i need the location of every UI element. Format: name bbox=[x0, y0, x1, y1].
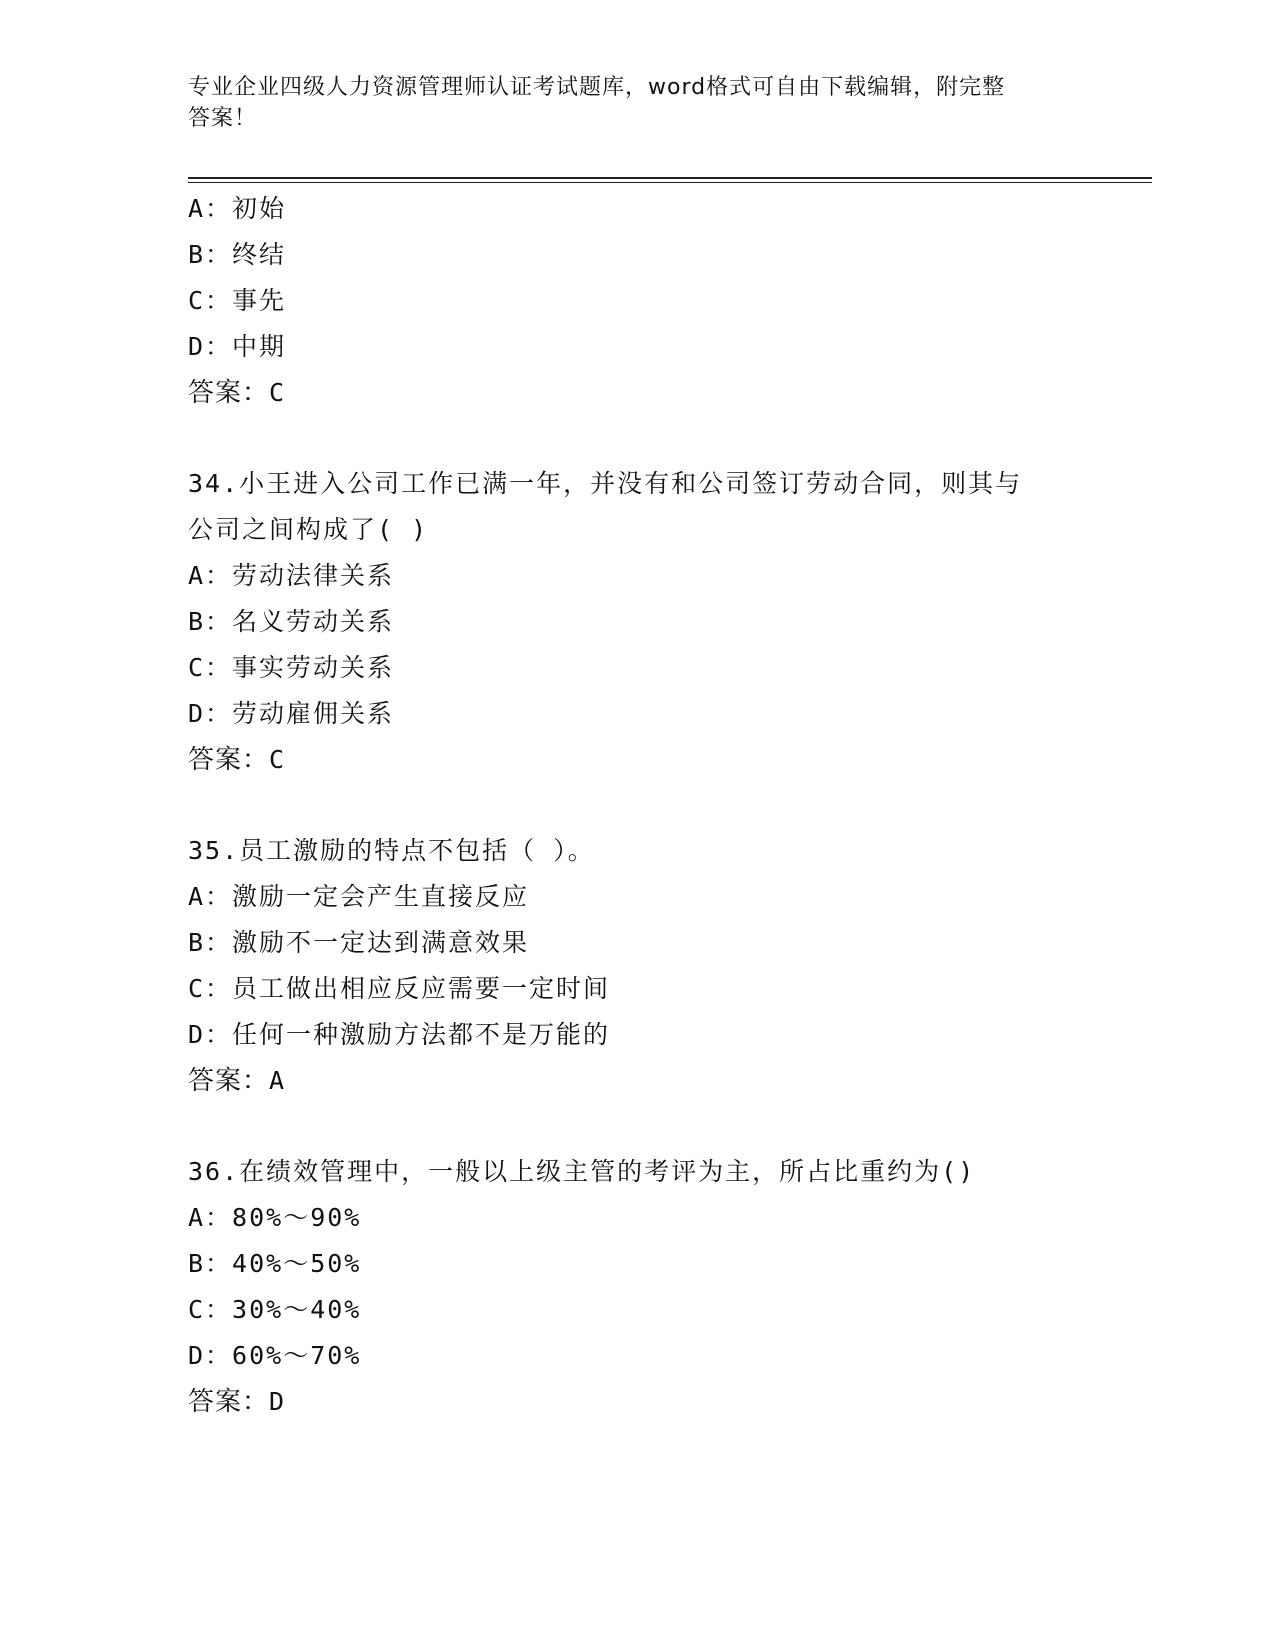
question-stem-line-1: 34.小王进入公司工作已满一年，并没有和公司签订劳动合同，则其与 bbox=[188, 469, 1023, 498]
option-b: B：激励不一定达到满意效果 bbox=[188, 928, 530, 957]
answer-value: D bbox=[269, 1387, 286, 1416]
option-d: D：任何一种激励方法都不是万能的 bbox=[188, 1020, 611, 1049]
option-c: C：事实劳动关系 bbox=[188, 653, 395, 682]
option-a: A：激励一定会产生直接反应 bbox=[188, 882, 530, 911]
answer-value: C bbox=[269, 378, 286, 407]
header-divider-thin bbox=[188, 182, 1152, 183]
option-b: B：终结 bbox=[188, 240, 287, 269]
question-stem-line-2: 公司之间构成了( ) bbox=[188, 515, 429, 544]
answer-label: 答案： bbox=[188, 378, 270, 408]
answer-line bbox=[188, 1058, 1128, 1104]
option-d: D：60%～70% bbox=[188, 1341, 362, 1370]
header-line-2: 答案！ bbox=[188, 106, 258, 131]
answer-line bbox=[188, 1379, 1128, 1425]
spacer bbox=[188, 416, 1128, 461]
question-35 bbox=[188, 828, 1128, 1104]
option-a: A：80%～90% bbox=[188, 1203, 362, 1232]
header-divider-thick bbox=[188, 177, 1152, 179]
question-list bbox=[188, 186, 1128, 1425]
answer-value: C bbox=[269, 745, 286, 774]
option-d: D：劳动雇佣关系 bbox=[188, 699, 395, 728]
question-34 bbox=[188, 461, 1128, 783]
question-33-continued bbox=[188, 186, 1128, 416]
answer-line bbox=[188, 370, 1128, 416]
spacer bbox=[188, 783, 1128, 828]
answer-label: 答案： bbox=[188, 745, 270, 775]
option-c: C：30%～40% bbox=[188, 1295, 362, 1324]
answer-line bbox=[188, 737, 1128, 783]
option-a: A：初始 bbox=[188, 194, 287, 223]
question-stem-line-1: 36.在绩效管理中，一般以上级主管的考评为主，所占比重约为() bbox=[188, 1157, 976, 1186]
option-c: C：员工做出相应反应需要一定时间 bbox=[188, 974, 611, 1003]
option-d: D：中期 bbox=[188, 332, 287, 361]
option-b: B：名义劳动关系 bbox=[188, 607, 395, 636]
page-header bbox=[188, 72, 1088, 134]
answer-label: 答案： bbox=[188, 1066, 270, 1096]
answer-label: 答案： bbox=[188, 1387, 270, 1417]
option-b: B：40%～50% bbox=[188, 1249, 362, 1278]
question-36 bbox=[188, 1149, 1128, 1425]
answer-value: A bbox=[269, 1066, 286, 1095]
header-line-1: 专业企业四级人力资源管理师认证考试题库，word格式可自由下载编辑，附完整 bbox=[188, 75, 1006, 100]
option-a: A：劳动法律关系 bbox=[188, 561, 395, 590]
option-c: C：事先 bbox=[188, 286, 287, 315]
question-stem-line-1: 35.员工激励的特点不包括（ ）。 bbox=[188, 836, 595, 865]
spacer bbox=[188, 1104, 1128, 1149]
